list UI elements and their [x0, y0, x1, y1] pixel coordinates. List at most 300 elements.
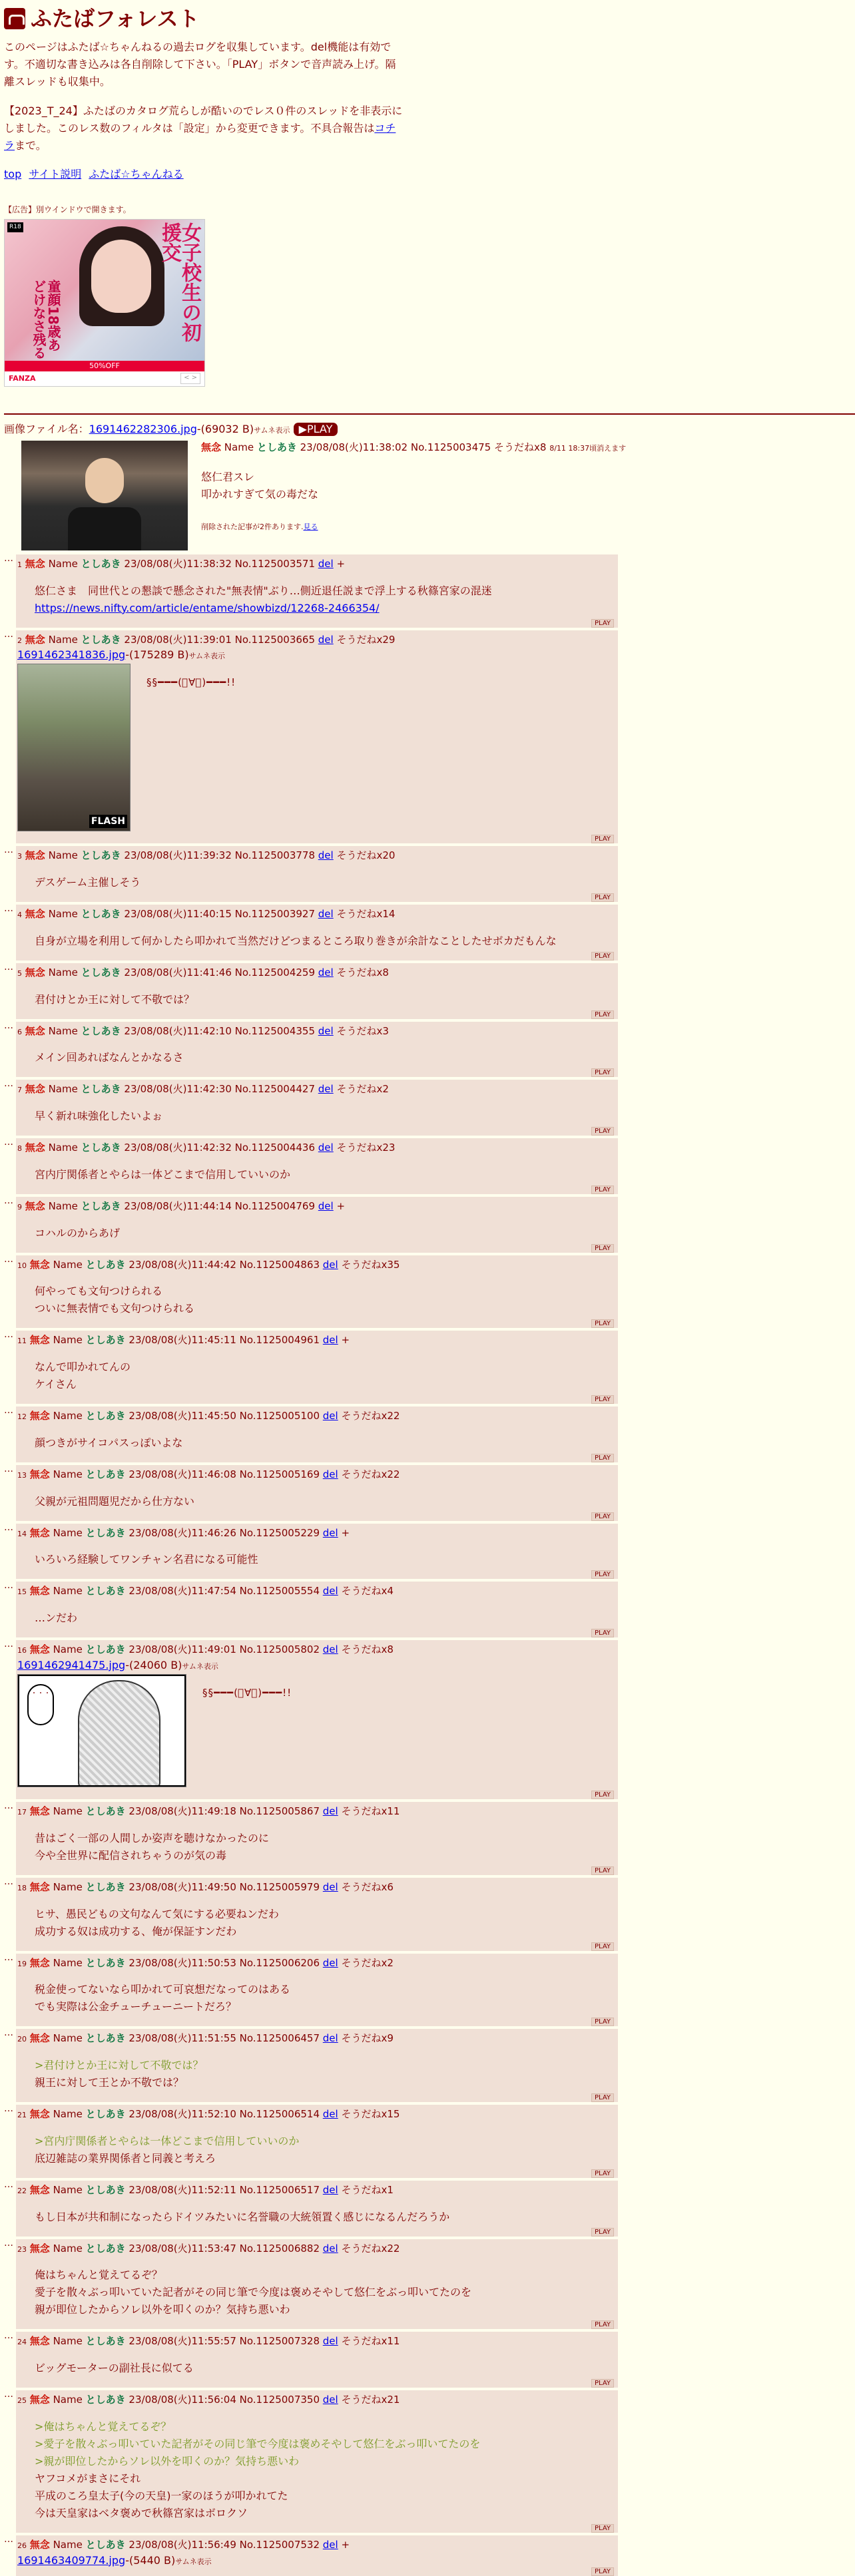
reply-number: No.1125005169	[239, 1468, 320, 1480]
reply-play-row	[17, 1513, 614, 1521]
reply-number: No.1125007350	[239, 2394, 320, 2406]
reply-number: No.1125007328	[239, 2335, 320, 2348]
reply-play-row	[17, 894, 614, 902]
play-button[interactable]: PLAY	[591, 2524, 614, 2533]
reply-name: としあき	[81, 1142, 121, 1154]
reply-body	[16, 1524, 618, 1580]
play-button[interactable]: PLAY	[591, 1629, 614, 1637]
del-link[interactable]: del	[318, 1142, 334, 1154]
nav-top-link[interactable]: top	[4, 168, 22, 180]
play-button[interactable]: PLAY	[591, 1244, 614, 1253]
intro-notice	[4, 103, 404, 154]
op-name-label: Name	[224, 441, 254, 453]
reply-text	[35, 582, 614, 617]
reply-subject: 無念	[29, 1334, 50, 1347]
reply-dots: …	[4, 1405, 13, 1416]
op-soudane[interactable]: そうだねx8	[494, 441, 547, 453]
del-link[interactable]: del	[322, 1526, 338, 1539]
del-link[interactable]: del	[322, 1956, 338, 1969]
reply-post	[4, 2535, 848, 2576]
soudane-button[interactable]: +	[341, 2538, 350, 2551]
reply-index: 14	[17, 1529, 27, 1538]
reply-text-line: 愛子を散々ぶっ叩いていた記者がその同じ筆で今度は褒めそやして悠仁をぶっ叩いてたのを	[35, 2286, 472, 2299]
reply-text-line: コハルのからあげ	[35, 1226, 121, 1239]
reply-index: 16	[17, 1646, 27, 1655]
reply-name-label: Name	[53, 2335, 83, 2348]
reply-name-label: Name	[53, 1643, 83, 1656]
del-link[interactable]: del	[322, 1805, 338, 1818]
reply-text	[35, 1108, 614, 1125]
reply-text-line: でも実際は公金チューチューニートだろ？	[35, 2000, 237, 2014]
nav-about-link[interactable]: サイト説明	[29, 168, 82, 180]
del-link[interactable]: del	[318, 966, 334, 978]
soudane-button[interactable]: そうだねx22	[341, 2242, 400, 2254]
reply-dots: …	[4, 2237, 13, 2249]
del-link[interactable]: del	[318, 908, 334, 921]
reply-header	[17, 2242, 614, 2256]
soudane-button[interactable]: そうだねx20	[336, 849, 396, 862]
manga-frame	[18, 1675, 186, 1787]
ad-brand-logo: FANZA	[9, 373, 36, 383]
reply-number: No.1125004259	[234, 966, 315, 978]
reply-body	[16, 554, 618, 628]
op-number: No.1125003475	[410, 441, 491, 453]
reply-index: 15	[17, 1588, 27, 1597]
reply-number: No.1125005979	[239, 1880, 320, 1893]
soudane-button[interactable]: そうだねx2	[341, 1956, 394, 1969]
reply-subject: 無念	[29, 1643, 50, 1656]
reply-text	[35, 1906, 614, 1940]
reply-subject: 無念	[29, 1526, 50, 1539]
reply-datetime: 23/08/08(火)11:52:10	[129, 2108, 236, 2121]
reply-name-label: Name	[53, 2032, 83, 2045]
reply-header	[17, 1199, 614, 1214]
reply-name: としあき	[81, 849, 121, 862]
op-text	[201, 469, 626, 503]
del-link[interactable]: del	[318, 1024, 334, 1037]
soudane-button[interactable]: そうだねx4	[341, 1585, 394, 1598]
nav-futaba-link[interactable]: ふたば☆ちゃんねる	[89, 168, 184, 180]
soudane-button[interactable]: +	[341, 1334, 350, 1347]
reply-post	[4, 2181, 848, 2237]
reply-body	[16, 1582, 618, 1637]
reply-play-row	[17, 2170, 614, 2178]
reply-image[interactable]	[17, 664, 131, 831]
reply-post	[4, 1255, 848, 1329]
reply-text	[35, 1493, 614, 1510]
del-link[interactable]: del	[322, 2108, 338, 2121]
play-button[interactable]: PLAY	[591, 2567, 614, 2576]
reply-index: 23	[17, 2245, 27, 2254]
reply-subject: 無念	[25, 1142, 45, 1154]
play-button[interactable]: PLAY	[591, 1791, 614, 1799]
reply-dots: …	[4, 1580, 13, 1592]
reply-header	[17, 1956, 614, 1971]
reply-dots: …	[4, 1078, 13, 1090]
play-button[interactable]: PLAY	[591, 2379, 614, 2388]
soudane-button[interactable]: +	[336, 557, 346, 570]
del-link[interactable]: del	[322, 2183, 338, 2196]
reply-file-link[interactable]: 1691462341836.jpg	[17, 648, 126, 662]
reply-subject: 無念	[29, 2538, 50, 2551]
play-button[interactable]: PLAY	[591, 2093, 614, 2102]
reply-text-line: 底辺雑誌の業界関係者と同義と考えろ	[35, 2151, 216, 2165]
reply-post	[4, 554, 848, 628]
reply-body	[16, 1138, 618, 1194]
reply-header	[17, 1024, 614, 1039]
reply-body	[16, 1331, 618, 1404]
soudane-button[interactable]: そうだねx11	[341, 2335, 400, 2348]
reply-dots: …	[4, 1463, 13, 1474]
reply-play-row	[17, 1454, 614, 1462]
del-link[interactable]: del	[318, 1083, 334, 1096]
reply-text	[35, 933, 614, 950]
reply-url-link[interactable]: https://news.nifty.com/article/entame/showbizd/12268-2466354/	[35, 601, 380, 614]
reply-text	[35, 1551, 614, 1568]
reply-number: No.1125006514	[239, 2108, 320, 2121]
reply-dots: …	[4, 2389, 13, 2400]
reply-dots: …	[4, 2028, 13, 2039]
intro-text: このページはふたば☆ちゃんねるの過去ログを収集しています。del機能は有効です。不適切な書き込みは各自削除して下さい。「PLAY」ボタンで音声読み上げ。隔離スレッドも収集中。	[4, 41, 396, 88]
reply-name: としあき	[85, 1956, 126, 1969]
reply-thumb-note: サムネ表示	[175, 2557, 212, 2566]
reply-number: No.1125003778	[234, 849, 315, 862]
reply-thumb-note: サムネ表示	[188, 652, 226, 661]
op-play-button[interactable]: ▶PLAY	[294, 423, 338, 436]
reply-dots: …	[4, 1522, 13, 1533]
site-title	[4, 4, 848, 33]
reply-dots: …	[4, 2179, 13, 2190]
soudane-button[interactable]: そうだねx22	[341, 1410, 400, 1422]
del-link[interactable]: del	[322, 1880, 338, 1893]
reply-subject: 無念	[25, 966, 45, 978]
reply-subject: 無念	[29, 1805, 50, 1818]
del-link[interactable]: del	[322, 1258, 338, 1271]
soudane-button[interactable]: そうだねx6	[341, 1880, 394, 1893]
reply-dots: …	[4, 2533, 13, 2545]
soudane-button[interactable]: そうだねx15	[341, 2108, 400, 2121]
reply-image[interactable]	[17, 1674, 186, 1787]
reply-body	[16, 1640, 618, 1799]
reply-datetime: 23/08/08(火)11:39:32	[124, 849, 232, 862]
del-link[interactable]: del	[318, 849, 334, 862]
del-link[interactable]: del	[322, 2242, 338, 2254]
ad-image	[5, 220, 204, 361]
reply-number: No.1125004863	[239, 1258, 320, 1271]
reply-index: 1	[17, 560, 22, 569]
soudane-button[interactable]: そうだねx1	[341, 2183, 394, 2196]
reply-datetime: 23/08/08(火)11:44:42	[129, 1258, 236, 1271]
reply-name-label: Name	[53, 1880, 83, 1893]
reply-post	[4, 905, 848, 961]
reply-subject: 無念	[29, 2242, 50, 2254]
play-button[interactable]: PLAY	[591, 2228, 614, 2237]
play-button[interactable]: PLAY	[591, 893, 614, 902]
reply-index: 5	[17, 968, 22, 978]
play-button[interactable]: PLAY	[591, 1570, 614, 1579]
reply-index: 3	[17, 852, 22, 861]
del-link[interactable]: del	[318, 1199, 334, 1212]
reply-play-row	[17, 1186, 614, 1194]
play-button[interactable]: PLAY	[591, 1454, 614, 1462]
reply-header	[17, 2393, 614, 2408]
reply-text-line: もし日本が共和制になったらドイツみたいに名誉職の大統領置く感じになるんだろうか	[35, 2210, 450, 2223]
quote-line: >宮内庁関係者とやらは一体どこまで信用していいのか	[35, 2134, 300, 2147]
play-button[interactable]: PLAY	[591, 1319, 614, 1328]
play-button[interactable]: PLAY	[591, 619, 614, 628]
reply-play-row	[17, 1245, 614, 1253]
reply-post	[4, 1954, 848, 2027]
reply-subject: 無念	[29, 2335, 50, 2348]
del-link[interactable]: del	[322, 1585, 338, 1598]
reply-dots: …	[4, 1952, 13, 1963]
reply-name: としあき	[81, 557, 121, 570]
reply-text-line: 君付けとか王に対して不敬では？	[35, 992, 195, 1006]
reply-name-label: Name	[53, 1410, 83, 1422]
play-button[interactable]: PLAY	[591, 1942, 614, 1951]
play-button[interactable]: PLAY	[591, 1395, 614, 1404]
soudane-button[interactable]: そうだねx8	[336, 966, 389, 978]
op-name: としあき	[256, 441, 297, 453]
reply-index: 4	[17, 911, 22, 920]
quote-line: >親が即位したからソレ以外を叩くのか？気持ち悪いわ	[35, 2454, 300, 2468]
reply-play-row	[17, 1629, 614, 1637]
reply-body	[16, 2029, 618, 2102]
reply-subject: 無念	[29, 1258, 50, 1271]
reply-datetime: 23/08/08(火)11:47:54	[129, 1585, 236, 1598]
op-image[interactable]	[21, 441, 188, 550]
soudane-button[interactable]: そうだねx21	[341, 2394, 400, 2406]
play-button[interactable]: PLAY	[591, 1185, 614, 1194]
reply-file-link[interactable]: 1691462941475.jpg	[17, 1658, 126, 1671]
reply-name: としあき	[85, 2032, 126, 2045]
reply-text-line: ヒサ、愚民どもの文句なんて気にする必要ねンだわ	[35, 1907, 279, 1920]
reply-index: 25	[17, 2396, 27, 2406]
reply-header	[17, 1643, 614, 1657]
play-button[interactable]: PLAY	[591, 835, 614, 843]
deleted-note	[201, 522, 626, 533]
reply-name: としあき	[85, 1643, 126, 1656]
quote-line: >俺はちゃんと覚えてるぞ？	[35, 2420, 172, 2433]
reply-text-line: 今や全世界に配信されちゃうのが気の毒	[35, 1848, 227, 1862]
reply-header	[17, 1141, 614, 1156]
del-link[interactable]: del	[322, 2032, 338, 2045]
reply-datetime: 23/08/08(火)11:53:47	[129, 2242, 236, 2254]
reply-text	[35, 2133, 614, 2167]
soudane-button[interactable]: そうだねx11	[341, 1805, 400, 1818]
play-button[interactable]: PLAY	[591, 1866, 614, 1875]
soudane-button[interactable]: そうだねx9	[341, 2032, 394, 2045]
play-button[interactable]: PLAY	[591, 2169, 614, 2178]
reply-name-label: Name	[48, 908, 78, 921]
op-file-link[interactable]: 1691462282306.jpg	[89, 422, 197, 435]
soudane-button[interactable]: そうだねx2	[336, 1083, 389, 1096]
reply-name: としあき	[81, 1024, 121, 1037]
reply-number: No.1125006457	[239, 2032, 320, 2045]
reply-datetime: 23/08/08(火)11:49:18	[129, 1805, 236, 1818]
play-button[interactable]: PLAY	[591, 1010, 614, 1019]
reply-index: 2	[17, 636, 22, 645]
reply-body	[16, 1022, 618, 1078]
reply-play-row	[17, 1791, 614, 1799]
soudane-button[interactable]: +	[341, 1526, 350, 1539]
reply-header	[17, 1082, 614, 1097]
reply-header	[17, 1468, 614, 1482]
reply-name: としあき	[85, 1805, 126, 1818]
reply-text	[35, 1830, 614, 1864]
op-file-info	[4, 421, 848, 437]
reply-number: No.1125006882	[239, 2242, 320, 2254]
play-button[interactable]: PLAY	[591, 2018, 614, 2026]
reply-name-label: Name	[53, 1334, 83, 1347]
play-button[interactable]: PLAY	[591, 1068, 614, 1077]
reply-play-row	[17, 2018, 614, 2026]
del-link[interactable]: del	[322, 1334, 338, 1347]
reply-name-label: Name	[53, 2108, 83, 2121]
reply-text-line: ビッグモーターの副社長に似てる	[35, 2362, 194, 2375]
reply-play-row	[17, 1320, 614, 1328]
reply-post	[4, 1582, 848, 1637]
reply-play-row	[17, 620, 614, 628]
reply-text	[35, 1981, 614, 2016]
reply-play-row	[17, 1396, 614, 1404]
del-link[interactable]: del	[322, 2394, 338, 2406]
reply-text	[35, 2418, 614, 2522]
reply-header	[17, 633, 614, 648]
reply-play-row	[17, 1571, 614, 1579]
reply-post	[4, 2029, 848, 2102]
reply-play-row	[17, 2525, 614, 2533]
soudane-button[interactable]: そうだねx14	[336, 908, 396, 921]
soudane-button[interactable]: そうだねx8	[341, 1643, 394, 1656]
reply-header	[17, 1258, 614, 1273]
op-text-line: 叩かれすぎて気の毒だな	[201, 487, 319, 501]
reply-name-label: Name	[48, 1083, 78, 1096]
soudane-button[interactable]: そうだねx35	[341, 1258, 400, 1271]
reply-post	[4, 2239, 848, 2330]
play-button[interactable]: PLAY	[591, 1127, 614, 1136]
ad-banner[interactable]	[4, 219, 205, 387]
report-link[interactable]: コチラ	[4, 122, 396, 152]
reply-text-line: 何やっても文句つけられる	[35, 1285, 163, 1298]
reply-post	[4, 1331, 848, 1404]
del-link[interactable]: del	[322, 2335, 338, 2348]
reply-body	[16, 2535, 618, 2576]
reply-number: No.1125005229	[239, 1526, 320, 1539]
ad-nav-arrows[interactable]: < >	[180, 373, 200, 384]
reply-header	[17, 849, 614, 863]
op-file-size: -(69032 B)	[196, 422, 254, 435]
reply-post	[4, 846, 848, 902]
soudane-button[interactable]: そうだねx3	[336, 1024, 389, 1037]
reply-name-label: Name	[48, 557, 78, 570]
ad-sale: 50%OFF	[5, 361, 204, 371]
reply-body	[16, 905, 618, 961]
reply-index: 8	[17, 1144, 22, 1154]
play-button[interactable]: PLAY	[591, 1512, 614, 1521]
reply-body	[16, 1878, 618, 1951]
reply-name-label: Name	[53, 2394, 83, 2406]
reply-post	[4, 1406, 848, 1462]
soudane-button[interactable]: そうだねx23	[336, 1142, 396, 1154]
reply-datetime: 23/08/08(火)11:44:14	[124, 1199, 232, 1212]
del-link[interactable]: del	[322, 1410, 338, 1422]
reply-datetime: 23/08/08(火)11:45:50	[129, 1410, 236, 1422]
reply-play-row	[17, 953, 614, 961]
reply-header	[17, 2032, 614, 2046]
reply-text	[35, 2209, 614, 2226]
soudane-button[interactable]: そうだねx29	[336, 633, 396, 646]
reply-name-label: Name	[53, 1526, 83, 1539]
reply-datetime: 23/08/08(火)11:46:08	[129, 1468, 236, 1480]
reply-text	[35, 1166, 614, 1183]
reply-play-row	[17, 2380, 614, 2388]
reply-index: 10	[17, 1261, 27, 1270]
del-link[interactable]: del	[322, 1643, 338, 1656]
del-link[interactable]: del	[322, 2538, 338, 2551]
del-link[interactable]: del	[322, 1468, 338, 1480]
reply-file-link[interactable]: 1691463409774.jpg	[17, 2553, 126, 2567]
reply-text	[35, 1359, 614, 1393]
reply-post	[4, 1802, 848, 1875]
reply-index: 22	[17, 2186, 27, 2195]
reply-name-label: Name	[48, 1024, 78, 1037]
deleted-view-link[interactable]: 見る	[303, 522, 318, 531]
reply-post	[4, 1878, 848, 1951]
reply-datetime: 23/08/08(火)11:51:55	[129, 2032, 236, 2045]
reply-name: としあき	[85, 1526, 126, 1539]
reply-text-line: 自身が立場を利用して何かしたら叩かれて当然だけどつまるところ取り巻きが余計なことしたせボカだもんな	[35, 934, 557, 947]
reply-index: 13	[17, 1470, 27, 1480]
reply-text-line: 俺はちゃんと覚えてるぞ？	[35, 2268, 163, 2282]
reply-text-line: 平成のころ皇太子(今の天皇)一家のほうが叩かれてた	[35, 2489, 288, 2502]
reply-datetime: 23/08/08(火)11:42:10	[124, 1024, 232, 1037]
reply-index: 6	[17, 1027, 22, 1036]
reply-subject: 無念	[25, 908, 45, 921]
soudane-button[interactable]: +	[336, 1199, 346, 1212]
reply-sound-text: §§━━━(ﾟ∀ﾟ)━━━!!	[146, 676, 236, 689]
reply-text	[35, 1225, 614, 1242]
reply-text-line: 早く新れ味強化したいよぉ	[35, 1110, 163, 1123]
reply-body	[16, 1255, 618, 1329]
reply-name: としあき	[85, 2394, 126, 2406]
reply-name: としあき	[81, 966, 121, 978]
play-button[interactable]: PLAY	[591, 2320, 614, 2329]
soudane-button[interactable]: そうだねx22	[341, 1468, 400, 1480]
reply-number: No.1125004961	[239, 1334, 320, 1347]
play-button[interactable]: PLAY	[591, 952, 614, 961]
reply-datetime: 23/08/08(火)11:45:11	[129, 1334, 236, 1347]
quote-line: >愛子を散々ぶっ叩いていた記者がその同じ筆で今度は褒めそやして悠仁をぶっ叩いてたのを	[35, 2437, 481, 2450]
reply-text-line: 税金使ってないなら叩かれて可哀想だなってのはある	[35, 1983, 291, 1996]
reply-file-info	[17, 647, 614, 662]
reply-text	[35, 1283, 614, 1317]
reply-datetime: 23/08/08(火)11:38:32	[124, 557, 232, 570]
reply-name: としあき	[85, 1334, 126, 1347]
reply-subject: 無念	[25, 1024, 45, 1037]
reply-header	[17, 1526, 614, 1541]
reply-datetime: 23/08/08(火)11:55:57	[129, 2335, 236, 2348]
del-link[interactable]: del	[318, 633, 334, 646]
reply-index: 21	[17, 2111, 27, 2120]
reply-name: としあき	[85, 1410, 126, 1422]
reply-text-line: 成功する奴は成功する、俺が保証すンだわ	[35, 1924, 237, 1938]
reply-name: としあき	[85, 1880, 126, 1893]
del-link[interactable]: del	[318, 557, 334, 570]
reply-text	[35, 1610, 614, 1627]
reply-body	[16, 2181, 618, 2237]
site-title-text: ふたばフォレスト	[31, 6, 200, 31]
